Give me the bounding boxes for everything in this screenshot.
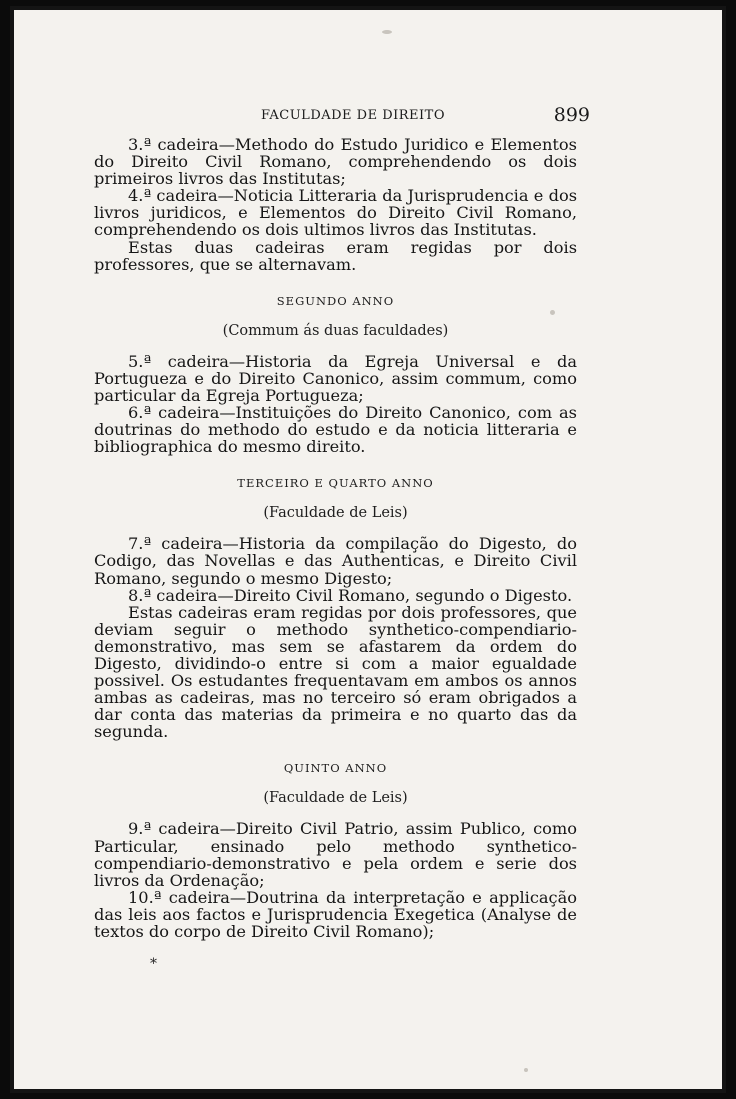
paragraph: 3.ª cadeira—Methodo do Estudo Juridico e Elementos do Direito Civil Romano, comprehendendo os dois primeiros livros das Institutas; [94,135,577,189]
section-heading: TERCEIRO E QUARTO ANNO [237,476,434,491]
paragraph: 5.ª cadeira—Historia da Egreja Universal e da Portugueza e do Direito Canonico, assim commum, como particular da Egreja Portugueza; [94,351,577,405]
page-body [94,136,577,940]
page-number: 899 [553,104,590,126]
running-title: FACULDADE DE DIREITO [261,108,446,123]
footnote-asterisk: * [150,956,157,972]
paper-speck [382,30,392,34]
paragraph: 8.ª cadeira—Direito Civil Romano, segundo o Digesto. [128,585,573,605]
paragraph: Estas duas cadeiras eram regidas por dois professores, que se alternavam. [94,237,577,274]
paragraph: 6.ª cadeira—Instituições do Direito Canonico, com as doutrinas do methodo do estudo e da noticia litteraria e bibliographica do mesmo direito. [94,403,577,457]
paragraph: Estas cadeiras eram regidas por dois professores, que deviam seguir o methodo synthetico-compendiario-demonstrativo, mas sem se afastarem da ordem do Digesto, dividindo-o entre si com a maior egualdade possivel. Os estudantes frequentavam em ambos os annos ambas as cadeiras, mas no terceiro só eram obrigados a dar conta das materias da primeira e no quarto das da segunda. [94,602,577,742]
paragraph: 4.ª cadeira—Noticia Litteraria da Jurisprudencia e dos livros juridicos, e Elementos do Direito Civil Romano, comprehendendo os dois ultimos livros das Institutas. [94,186,577,240]
section-heading: SEGUNDO ANNO [276,293,395,308]
section-subheading: (Commum ás duas faculdades) [222,322,449,339]
paragraph: 10.ª cadeira—Doutrina da interpretação e applicação das leis aos factos e Jurisprudencia Exegetica (Analyse de textos do corpo de Direito Civil Romano); [94,887,577,941]
paragraph: 9.ª cadeira—Direito Civil Patrio, assim Publico, como Particular, ensinado pelo methodo synthetico-compendiario-demonstrativo e pela ordem e serie dos livros da Ordenação; [94,819,577,890]
section-heading: QUINTO ANNO [283,761,388,776]
paragraph: 7.ª cadeira—Historia da compilação do Digesto, do Codigo, das Novellas e das Authenticas, e Direito Civil Romano, segundo o mesmo Digesto; [94,534,577,588]
section-subheading: (Faculdade de Leis) [263,790,408,807]
paper-speck [524,1068,528,1072]
running-header [104,104,604,132]
section-subheading: (Faculdade de Leis) [263,505,408,522]
